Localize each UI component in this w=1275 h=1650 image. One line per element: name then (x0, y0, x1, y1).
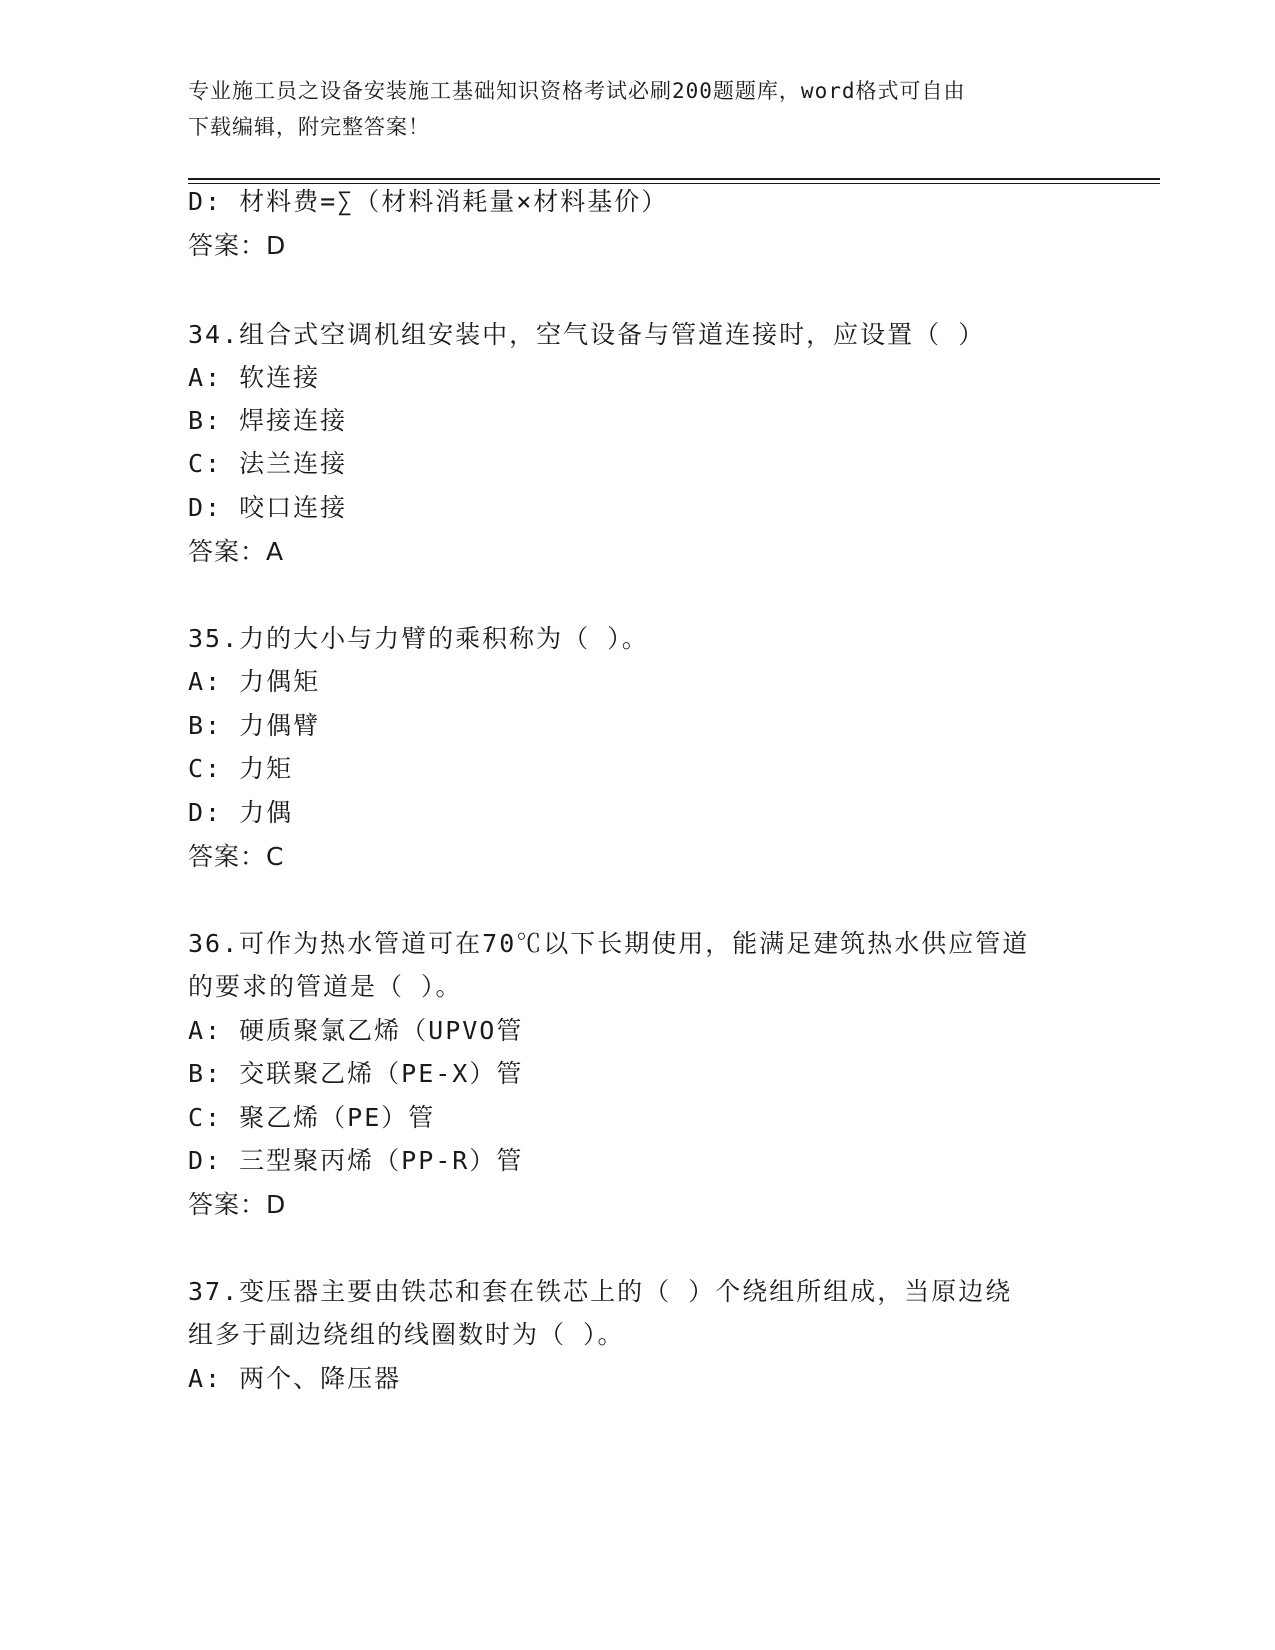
q36-option-a: A: 硬质聚氯乙烯（UPVO管 (188, 1016, 524, 1045)
q34-option-c: C: 法兰连接 (188, 449, 348, 478)
q36-option-b: B: 交联聚乙烯（PE-X）管 (188, 1059, 524, 1088)
q36-answer: 答案：D (188, 1190, 287, 1219)
q35-option-a: A: 力偶矩 (188, 667, 321, 696)
q37-question-line-1: 37.变压器主要由铁芯和套在铁芯上的（ ）个绕组所组成，当原边绕 (188, 1277, 1013, 1306)
q34-option-a: A: 软连接 (188, 363, 321, 392)
q35-option-d: D: 力偶 (188, 798, 294, 827)
header-divider-thick (188, 178, 1160, 180)
q35-answer: 答案：C (188, 842, 285, 871)
q35-question: 35.力的大小与力臂的乘积称为（ ）。 (188, 624, 649, 653)
q34-question: 34.组合式空调机组安装中，空气设备与管道连接时，应设置（ ） (188, 320, 986, 349)
document-title (188, 73, 1088, 145)
q35-option-b: B: 力偶臂 (188, 711, 321, 740)
q37-question-line-2: 组多于副边绕组的线圈数时为（ ）。 (188, 1320, 625, 1349)
document-title-line-1: 专业施工员之设备安装施工基础知识资格考试必刷200题题库，word格式可自由 (188, 79, 966, 103)
q36-question-line-1: 36.可作为热水管道可在70℃以下长期使用，能满足建筑热水供应管道 (188, 929, 1030, 958)
q36-option-d: D: 三型聚丙烯（PP-R）管 (188, 1146, 524, 1175)
document-title-line-2: 下载编辑，附完整答案！ (188, 115, 430, 139)
q34-option-b: B: 焊接连接 (188, 406, 348, 435)
header-divider-thin (188, 183, 1160, 184)
q37-option-a: A: 两个、降压器 (188, 1364, 402, 1393)
q36-question-line-2: 的要求的管道是（ ）。 (188, 972, 463, 1001)
q36-option-c: C: 聚乙烯（PE）管 (188, 1103, 436, 1132)
q33-answer: 答案：D (188, 231, 287, 260)
q33-option-d: D: 材料费=∑（材料消耗量×材料基价） (188, 187, 669, 216)
q34-option-d: D: 咬口连接 (188, 493, 348, 522)
q34-answer: 答案：A (188, 537, 285, 566)
q35-option-c: C: 力矩 (188, 754, 294, 783)
